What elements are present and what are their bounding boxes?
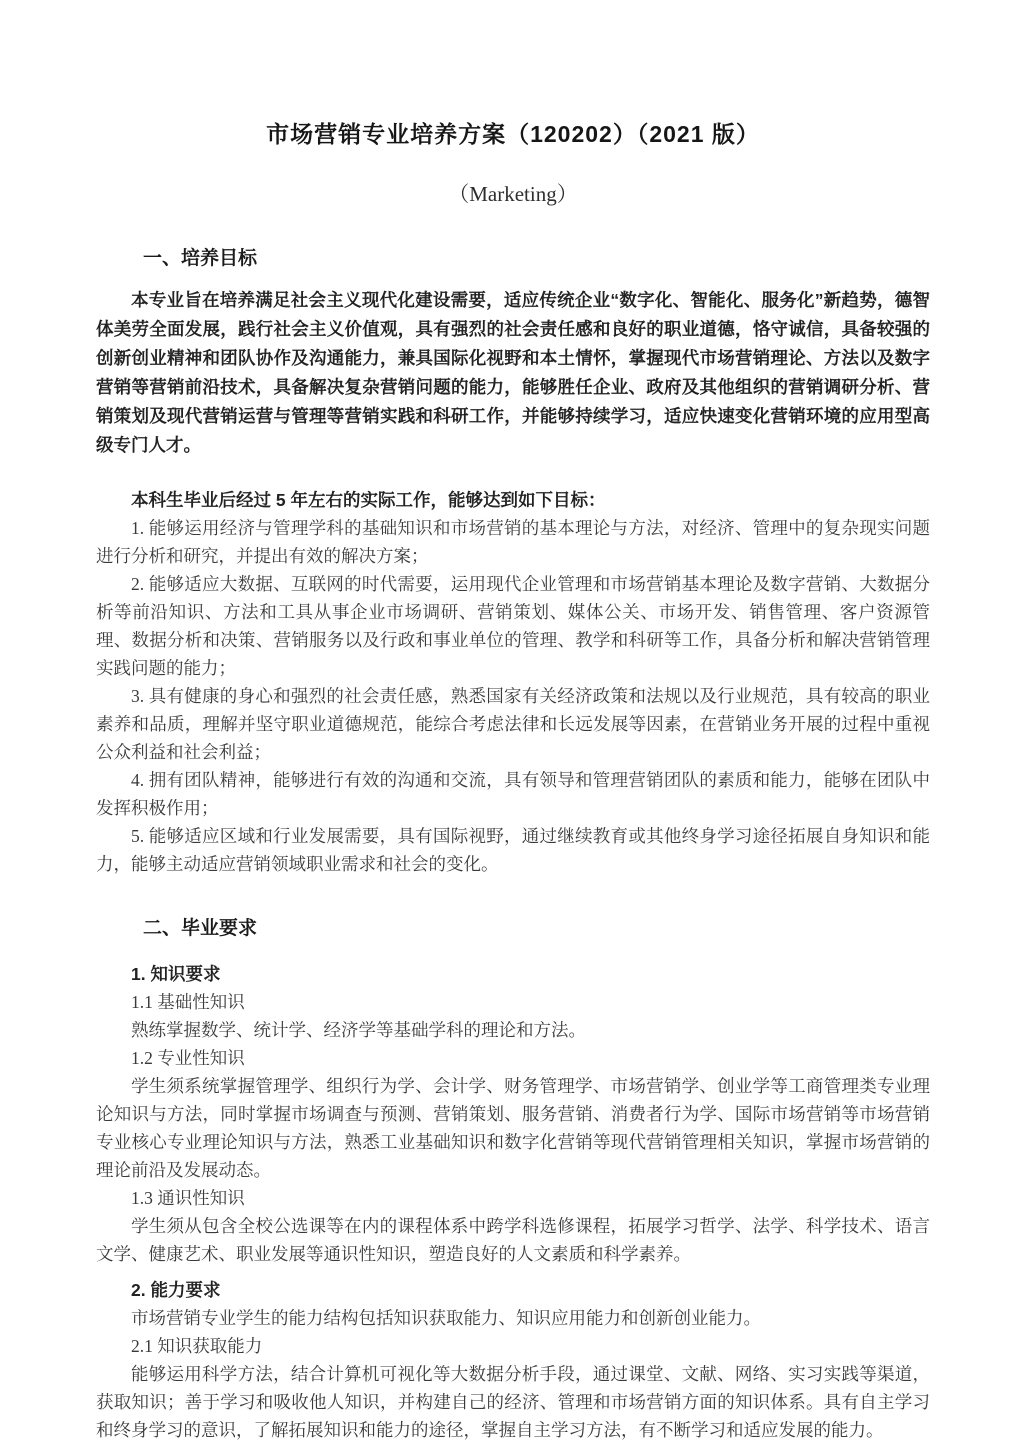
ability-requirements-heading: 2. 能力要求 xyxy=(131,1280,221,1300)
general-knowledge-subheading: 1.3 通识性知识 xyxy=(131,1188,245,1208)
ability-structure-paragraph: 市场营销专业学生的能力结构包括知识获取能力、知识应用能力和创新创业能力。 xyxy=(131,1308,761,1328)
goal-item-2: 2. 能够适应大数据、互联网的时代需要，运用现代企业管理和市场营销基本理论及数字营销、大数据分析等前沿知识、方法和工具从事企业市场调研、营销策划、媒体公关、市场开发、销售管理、客户资源管理、数据分析和决策、营销服务以及行政和事业单位的管理、教学和科研等工作，具备分析和解决营销管理实践问题的能力； xyxy=(96,574,930,678)
knowledge-acquisition-subheading: 2.1 知识获取能力 xyxy=(131,1336,263,1356)
goal-item-5: 5. 能够适应区域和行业发展需要，具有国际视野，通过继续教育或其他终身学习途径拓展自身知识和能力，能够主动适应营销领域职业需求和社会的变化。 xyxy=(96,826,930,874)
document-subtitle: （Marketing） xyxy=(448,182,578,206)
goal-item-4: 4. 拥有团队精神，能够进行有效的沟通和交流，具有领导和管理营销团队的素质和能力，能够在团队中发挥积极作用； xyxy=(96,770,930,818)
professional-knowledge-paragraph: 学生须系统掌握管理学、组织行为学、会计学、财务管理学、市场营销学、创业学等工商管理类专业理论知识与方法，同时掌握市场调查与预测、营销策划、服务营销、消费者行为学、国际市场营销等市场营销专业核心专业理论知识与方法，熟悉工业基础知识和数字化营销等现代营销管理相关知识，掌握市场营销的理论前沿及发展动态。 xyxy=(96,1076,930,1180)
training-objectives-paragraph: 本专业旨在培养满足社会主义现代化建设需要，适应传统企业“数字化、智能化、服务化”新趋势，德智体美劳全面发展，践行社会主义价值观，具有强烈的社会责任感和良好的职业道德，恪守诚信，具备较强的创新创业精神和团队协作及沟通能力，兼具国际化视野和本土情怀，掌握现代市场营销理论、方法以及数字营销等营销前沿技术，具备解决复杂营销问题的能力，能够胜任企业、政府及其他组织的营销调研分析、营销策划及现代营销运营与管理等营销实践和科研工作，并能够持续学习，适应快速变化营销环境的应用型高级专门人才。 xyxy=(96,290,930,455)
professional-knowledge-subheading: 1.2 专业性知识 xyxy=(131,1048,245,1068)
knowledge-acquisition-paragraph: 能够运用科学方法，结合计算机可视化等大数据分析手段，通过课堂、文献、网络、实习实践等渠道，获取知识；善于学习和吸收他人知识，并构建自己的经济、管理和市场营销方面的知识体系。具有自主学习和终身学习的意识，了解拓展知识和能力的途径，掌握自主学习方法，有不断学习和适应发展的能力。 xyxy=(96,1364,930,1440)
graduation-requirements-section xyxy=(96,916,930,1444)
post-graduation-goals-lead: 本科生毕业后经过 5 年左右的实际工作，能够达到如下目标： xyxy=(131,490,606,510)
document-title: 市场营销专业培养方案（120202）（2021 版） xyxy=(266,121,760,147)
general-knowledge-paragraph: 学生须从包含全校公选课等在内的课程体系中跨学科选修课程，拓展学习哲学、法学、科学技术、语言文学、健康艺术、职业发展等通识性知识，塑造良好的人文素质和科学素养。 xyxy=(96,1216,930,1264)
basic-knowledge-subheading: 1.1 基础性知识 xyxy=(131,992,245,1012)
section-heading-graduation-requirements: 二、毕业要求 xyxy=(143,918,258,939)
knowledge-requirements-heading: 1. 知识要求 xyxy=(131,964,221,984)
basic-knowledge-paragraph: 熟练掌握数学、统计学、经济学等基础学科的理论和方法。 xyxy=(131,1020,586,1040)
goal-item-3: 3. 具有健康的身心和强烈的社会责任感，熟悉国家有关经济政策和法规以及行业规范，具有较高的职业素养和品质，理解并坚守职业道德规范，能综合考虑法律和长远发展等因素，在营销业务开展的过程中重视公众利益和社会利益； xyxy=(96,686,930,762)
section-heading-training-objectives: 一、培养目标 xyxy=(143,248,258,269)
goal-item-1: 1. 能够运用经济与管理学科的基础知识和市场营销的基本理论与方法，对经济、管理中的复杂现实问题进行分析和研究，并提出有效的解决方案； xyxy=(96,518,930,566)
